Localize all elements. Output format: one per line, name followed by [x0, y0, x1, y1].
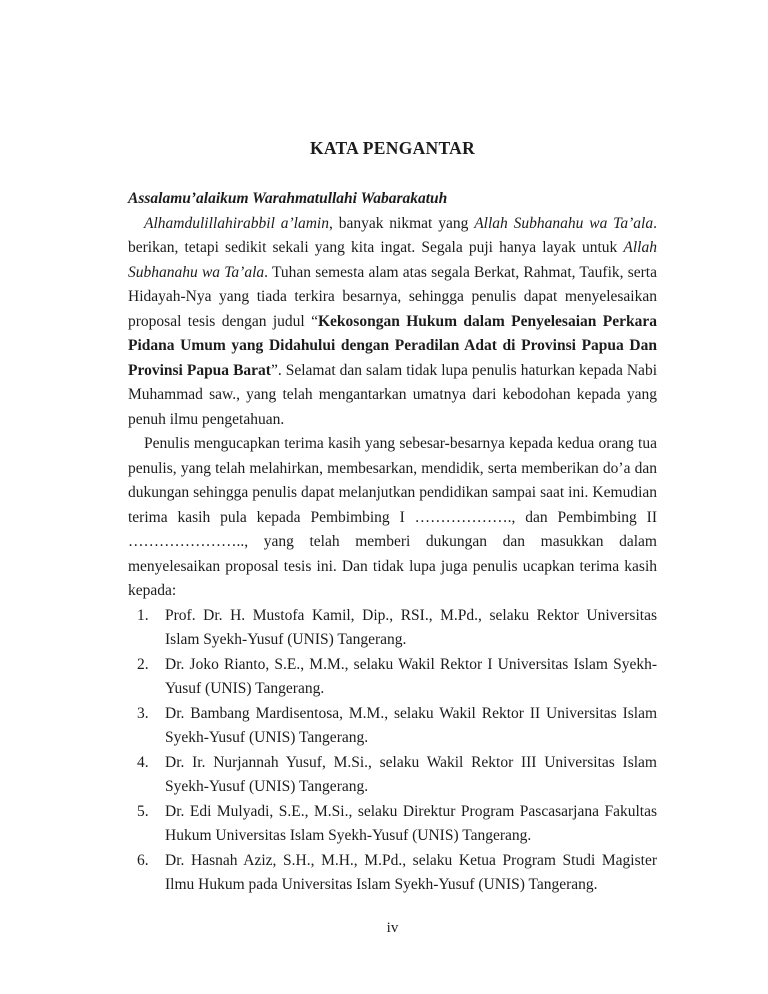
list-item-number: 1.: [137, 606, 149, 624]
text-run: . Tuhan semesta alam atas segala Berkat, Rahmat, Taufik, serta Hidayah-Nya yang tiada terkira besarnya, sehingga penulis dapat menyelesaikan proposal tesis dengan judul “: [128, 263, 657, 330]
list-item-number: 4.: [137, 753, 149, 771]
text-run: Allah Subhanahu wa Ta’ala: [474, 214, 654, 232]
text-run: ”. Selamat dan salam tidak lupa penulis haturkan kepada Nabi Muhammad saw., yang telah mengantarkan umatnya dari kebodohan kepada yang penuh ilmu pengetahuan.: [128, 361, 657, 428]
text-run: Allah Subhanahu wa Ta’ala: [128, 239, 657, 281]
acknowledgement-list: [128, 604, 657, 898]
page-title: KATA PENGANTAR: [309, 138, 476, 158]
thesis-title-run: Kekosongan Hukum dalam Penyelesaian Perkara Pidana Umum yang Didahului dengan Peradilan Adat di Provinsi Papua Dan Provinsi Papua Barat: [128, 312, 657, 379]
salutation: Assalamu’alaikum Warahmatullahi Wabarakatuh: [128, 190, 448, 207]
paragraph-1: [128, 212, 657, 433]
list-item: [128, 653, 657, 702]
page-content: [128, 0, 657, 898]
list-item-number: 3.: [137, 704, 149, 722]
list-item-number: 2.: [137, 655, 149, 673]
list-item-text: Dr. Bambang Mardisentosa, M.M., selaku Wakil Rektor II Universitas Islam Syekh-Yusuf (UNIS) Tangerang.: [165, 704, 657, 746]
text-run: . berikan, tetapi sedikit sekali yang kita ingat. Segala puji hanya layak untuk: [128, 214, 657, 256]
list-item-number: 5.: [137, 802, 149, 820]
text-run: , banyak nikmat yang: [328, 214, 475, 232]
list-item: [128, 604, 657, 653]
list-item: [128, 800, 657, 849]
text-run: Alhamdulillahirabbil a’lamin: [144, 214, 329, 232]
list-item-text: Prof. Dr. H. Mustofa Kamil, Dip., RSI., M.Pd., selaku Rektor Universitas Islam Syekh-Yusuf (UNIS) Tangerang.: [165, 606, 657, 648]
paragraph-2: Penulis mengucapkan terima kasih yang sebesar-besarnya kepada kedua orang tua penulis, yang telah melahirkan, membesarkan, mendidik, serta memberikan do’a dan dukungan sehingga penulis dapat melanjutkan pendidikan sampai saat ini. Kemudian terima kasih pula kepada Pembimbing I ………………., dan Pembimbing II ………………….., yang telah memberi dukungan dan masukkan dalam menyelesaikan proposal tesis ini. Dan tidak lupa juga penulis ucapkan terima kasih kepada:: [128, 435, 657, 599]
list-item-text: Dr. Edi Mulyadi, S.E., M.Si., selaku Direktur Program Pascasarjana Fakultas Hukum Universitas Islam Syekh-Yusuf (UNIS) Tangerang.: [165, 802, 657, 844]
list-item: [128, 849, 657, 898]
list-item: [128, 751, 657, 800]
list-item-text: Dr. Hasnah Aziz, S.H., M.H., M.Pd., selaku Ketua Program Studi Magister Ilmu Hukum pada Universitas Islam Syekh-Yusuf (UNIS) Tangerang.: [165, 851, 657, 893]
list-item: [128, 702, 657, 751]
page-number: iv: [386, 920, 399, 936]
list-item-text: Dr. Ir. Nurjannah Yusuf, M.Si., selaku Wakil Rektor III Universitas Islam Syekh-Yusuf (UNIS) Tangerang.: [165, 753, 657, 795]
list-item-text: Dr. Joko Rianto, S.E., M.M., selaku Wakil Rektor I Universitas Islam Syekh-Yusuf (UNIS) Tangerang.: [165, 655, 657, 697]
list-item-number: 6.: [137, 851, 149, 869]
